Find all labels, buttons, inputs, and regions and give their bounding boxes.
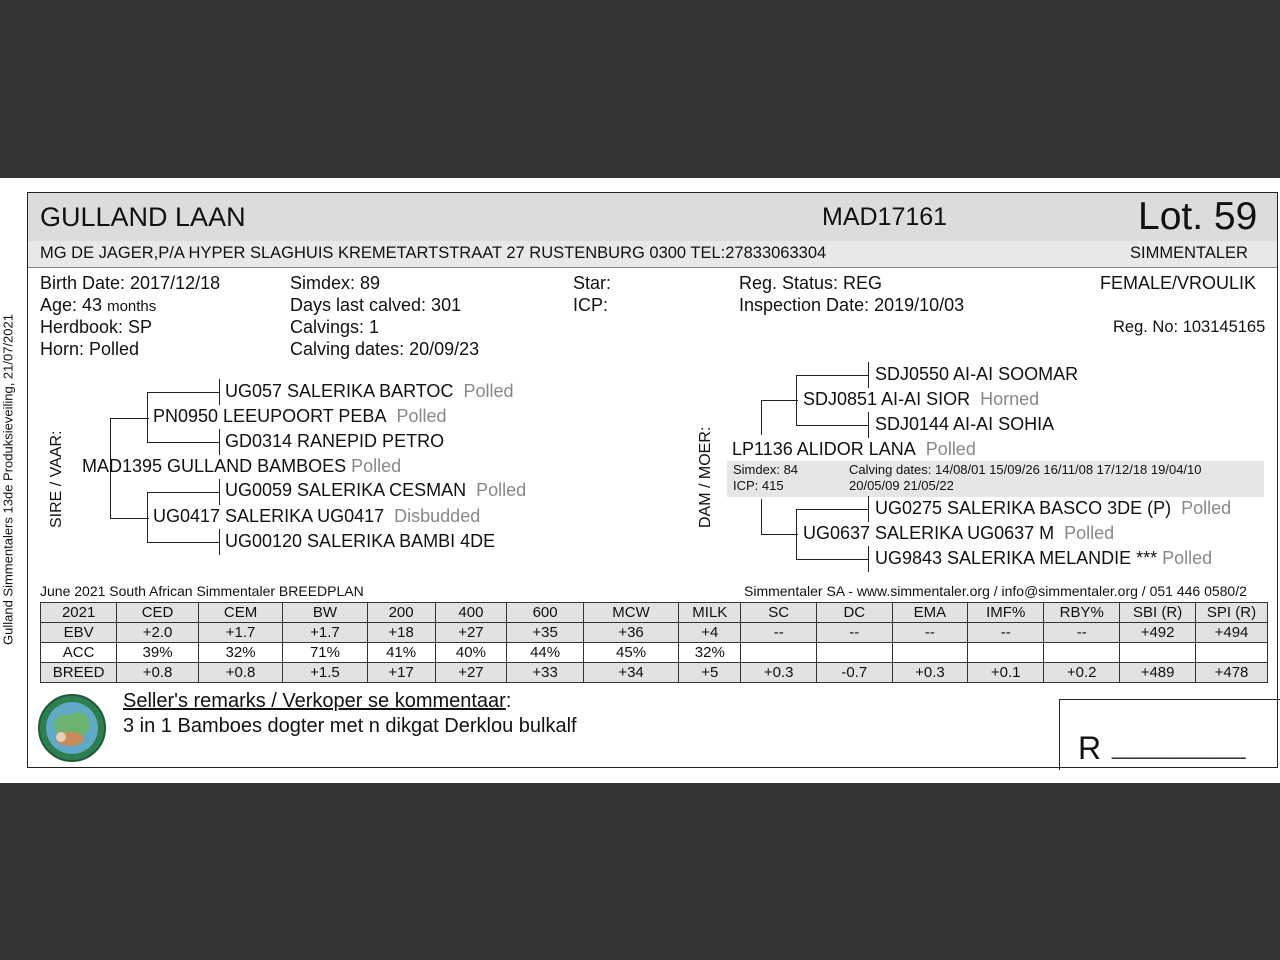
pedigree-horn: Polled	[1162, 548, 1213, 568]
table-header-cell: CEM	[198, 603, 282, 623]
table-header-cell: EMA	[892, 603, 968, 623]
age-unit: months	[107, 298, 157, 315]
table-cell: +0.8	[117, 663, 199, 683]
table-header-cell: SC	[741, 603, 817, 623]
table-cell: BREED	[41, 663, 117, 683]
sex: FEMALE/VROULIK	[1100, 273, 1257, 293]
table-header-cell: 600	[507, 603, 584, 623]
breedplan-source: June 2021 South African Simmentaler BREEDPLAN	[40, 583, 364, 599]
inspection-date: Inspection Date: 2019/10/03	[739, 295, 965, 315]
table-header-cell: CED	[117, 603, 199, 623]
table-cell	[892, 643, 968, 663]
table-cell: +1.5	[283, 663, 367, 683]
table-cell: 39%	[117, 643, 199, 663]
lot-number: Lot. 59	[1138, 195, 1258, 238]
pedigree-name: UG057 SALERIKA BARTOC	[225, 381, 454, 401]
sire-gg2	[225, 431, 444, 452]
dam-simdex: Simdex: 84	[733, 462, 799, 477]
table-cell: +2.0	[117, 623, 199, 643]
dam-tree-line	[868, 496, 869, 522]
price-blank[interactable]: __________	[1112, 733, 1246, 760]
table-header-cell: IMF%	[968, 603, 1044, 623]
pedigree-name: UG0417 SALERIKA UG0417	[153, 506, 385, 526]
dam-tree-line	[868, 362, 869, 388]
birth-date: Birth Date: 2017/12/18	[40, 273, 221, 293]
breed-name: SIMMENTALER	[1130, 244, 1248, 262]
dam-tree-line	[796, 559, 868, 560]
sire-tree-line	[147, 492, 148, 542]
table-cell: +5	[679, 663, 741, 683]
sire-g1	[153, 406, 447, 427]
table-cell	[1044, 643, 1120, 663]
table-cell: 32%	[679, 643, 741, 663]
pedigree-name: GD0314 RANEPID PETRO	[225, 431, 445, 451]
reg-number: Reg. No: 103145165	[1113, 318, 1266, 336]
sire-tree-line	[147, 392, 219, 393]
dam-calving-dates-cont: 20/05/09 21/05/22	[849, 478, 954, 493]
table-row	[41, 623, 1268, 643]
table-cell: +27	[435, 623, 507, 643]
table-cell: +18	[367, 623, 435, 643]
table-header-cell: SPI (R)	[1195, 603, 1267, 623]
table-cell: --	[968, 623, 1044, 643]
calvings: Calvings: 1	[290, 317, 380, 337]
dam-gg1	[875, 364, 1078, 385]
table-cell: +4	[679, 623, 741, 643]
pedigree-name: SDJ0550 AI-AI SOOMAR	[875, 364, 1079, 384]
table-cell: +35	[507, 623, 584, 643]
sire-tree-line	[147, 442, 219, 443]
dam-g2	[803, 523, 1114, 544]
pedigree-horn: Horned	[980, 389, 1040, 409]
dam-gg3	[875, 498, 1231, 519]
table-cell: --	[892, 623, 968, 643]
remarks-text: 3 in 1 Bamboes dogter met n dikgat Derklou bulkalf	[123, 715, 577, 737]
table-cell	[741, 643, 817, 663]
table-cell: EBV	[41, 623, 117, 643]
reg-status: Reg. Status: REG	[739, 273, 883, 293]
pedigree-horn: Polled	[1181, 498, 1232, 518]
horn-status: Horn: Polled	[40, 339, 140, 359]
table-cell: 40%	[435, 643, 507, 663]
table-cell: +0.3	[741, 663, 817, 683]
sire-gg4	[225, 531, 495, 552]
table-header-cell: RBY%	[1044, 603, 1120, 623]
table-cell: ACC	[41, 643, 117, 663]
table-row	[41, 663, 1268, 683]
remarks-title	[123, 690, 511, 713]
table-cell: +27	[435, 663, 507, 683]
table-cell: +494	[1195, 623, 1267, 643]
pedigree-name: UG0059 SALERIKA CESMAN	[225, 480, 467, 500]
pedigree-name: MAD1395 GULLAND BAMBOES	[82, 456, 347, 476]
table-cell: --	[817, 623, 893, 643]
calving-dates: Calving dates: 20/09/23	[290, 339, 480, 359]
dam-tree-line	[796, 375, 868, 376]
pedigree-name: UG00120 SALERIKA BAMBI 4DE	[225, 531, 496, 551]
dam-tree-line	[796, 425, 868, 426]
table-header-cell: SBI (R)	[1120, 603, 1196, 623]
dam-tree-line	[796, 509, 797, 559]
price-currency: R	[1078, 730, 1102, 766]
sire-tree-line	[219, 379, 220, 405]
dam-tree-line	[796, 509, 868, 510]
table-header-cell: MCW	[583, 603, 678, 623]
pedigree-name: LP1136 ALIDOR LANA	[732, 439, 916, 459]
sire-gg3	[225, 480, 526, 501]
table-cell: +478	[1195, 663, 1267, 683]
table-cell: +492	[1120, 623, 1196, 643]
pedigree-name: UG0275 SALERIKA BASCO 3DE (P)	[875, 498, 1172, 518]
age-value: Age: 43	[40, 295, 103, 315]
dam-gg4	[875, 548, 1212, 569]
pedigree-name: UG9843 SALERIKA MELANDIE ***	[875, 548, 1158, 568]
simmentaler-globe-logo-icon	[37, 693, 107, 763]
pedigree-horn: Polled	[351, 456, 402, 476]
table-cell	[968, 643, 1044, 663]
table-header-cell: 2021	[41, 603, 117, 623]
remarks-title-text: Seller's remarks / Verkoper se kommentaar	[123, 690, 506, 712]
table-cell: +0.1	[968, 663, 1044, 683]
table-cell: +17	[367, 663, 435, 683]
table-cell: +1.7	[283, 623, 367, 643]
pedigree-horn: Polled	[396, 406, 447, 426]
table-cell: 41%	[367, 643, 435, 663]
table-cell	[1120, 643, 1196, 663]
table-row	[41, 643, 1268, 663]
sire-tree-line	[147, 542, 219, 543]
lot-card	[27, 192, 1278, 768]
dam-gg2	[875, 414, 1054, 435]
table-cell: +33	[507, 663, 584, 683]
dam-tree-line	[761, 400, 798, 401]
table-header-row	[41, 603, 1268, 623]
table-cell	[1195, 643, 1267, 663]
pedigree-horn: Polled	[1064, 523, 1115, 543]
sire-tree-line	[147, 492, 219, 493]
table-header-cell: MILK	[679, 603, 741, 623]
dam-label: DAM / MOER:	[697, 426, 714, 528]
pedigree-horn: Polled	[463, 381, 514, 401]
table-cell	[817, 643, 893, 663]
table-cell: 44%	[507, 643, 584, 663]
dam-tree-line	[868, 412, 869, 438]
dam-icp: ICP: 415	[733, 478, 784, 493]
dam-calving-dates: Calving dates: 14/08/01 15/09/26 16/11/08 17/12/18 19/04/10	[849, 462, 1202, 477]
table-cell: +36	[583, 623, 678, 643]
sire-tree-line	[219, 429, 220, 455]
table-cell: +0.8	[198, 663, 282, 683]
table-cell: --	[741, 623, 817, 643]
sire-tree-line	[110, 518, 149, 519]
table-cell: 32%	[198, 643, 282, 663]
pedigree-horn: Polled	[476, 480, 527, 500]
table-cell: 45%	[583, 643, 678, 663]
table-cell: -0.7	[817, 663, 893, 683]
pedigree-name: SDJ0851 AI-AI SIOR	[803, 389, 971, 409]
header-band	[28, 193, 1277, 242]
simdex: Simdex: 89	[290, 273, 381, 293]
icp: ICP:	[573, 295, 609, 315]
pedigree-name: PN0950 LEEUPOORT PEBA	[153, 406, 387, 426]
dam-main	[732, 439, 976, 460]
age	[40, 295, 156, 316]
pedigree-name: SDJ0144 AI-AI SOHIA	[875, 414, 1055, 434]
table-cell: --	[1044, 623, 1120, 643]
table-cell: +1.7	[198, 623, 282, 643]
owner-address: MG DE JAGER,P/A HYPER SLAGHUIS KREMETARTSTRAAT 27 RUSTENBURG 0300 TEL:27833063304	[40, 244, 827, 262]
dam-tree-line	[796, 375, 797, 425]
dam-tree-line	[761, 400, 762, 435]
dam-tree-line	[761, 534, 798, 535]
star: Star:	[573, 273, 612, 293]
sire-label: SIRE / VAAR:	[48, 430, 65, 528]
table-header-cell: 400	[435, 603, 507, 623]
table-cell: 71%	[283, 643, 367, 663]
table-header-cell: BW	[283, 603, 367, 623]
dam-tree-line	[868, 546, 869, 572]
table-cell: +34	[583, 663, 678, 683]
sire-main	[82, 456, 401, 477]
remarks-colon: :	[505, 690, 512, 712]
table-cell: +0.3	[892, 663, 968, 683]
owner-band	[28, 241, 1277, 268]
table-header-cell: DC	[817, 603, 893, 623]
animal-id: MAD17161	[822, 203, 948, 231]
table-cell: +0.2	[1044, 663, 1120, 683]
table-header-cell: 200	[367, 603, 435, 623]
pedigree-horn: Disbudded	[394, 506, 481, 526]
dam-tree-line	[761, 499, 762, 534]
ebv-table	[40, 602, 1268, 683]
sire-tree-line	[219, 479, 220, 505]
sire-g2	[153, 506, 480, 527]
sire-tree-line	[110, 418, 149, 419]
animal-name: GULLAND LAAN	[40, 202, 246, 232]
price-box[interactable]	[1059, 699, 1280, 770]
pedigree-horn: Polled	[925, 439, 976, 459]
pedigree-name: UG0637 SALERIKA UG0637 M	[803, 523, 1055, 543]
days-last-calved: Days last calved: 301	[290, 295, 462, 315]
herdbook: Herdbook: SP	[40, 317, 153, 337]
breedplan-contact: Simmentaler SA - www.simmentaler.org / info@simmentaler.org / 051 446 0580/2	[744, 583, 1247, 599]
side-caption	[0, 272, 16, 692]
sire-gg1	[225, 381, 514, 402]
table-cell: +489	[1120, 663, 1196, 683]
sire-tree-line	[147, 392, 148, 442]
sire-tree-line	[219, 529, 220, 555]
dam-g1	[803, 389, 1039, 410]
side-caption-text: Gulland Simmentalers 13de Produksieveiling, 21/07/2021	[0, 314, 16, 645]
